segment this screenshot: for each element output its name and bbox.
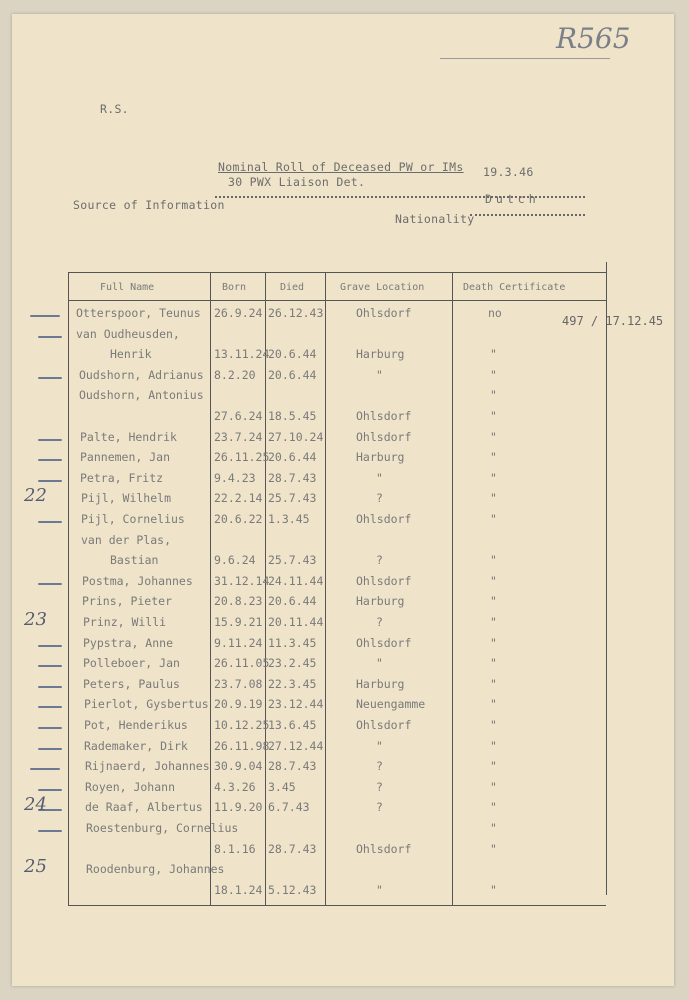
table-cell-grave: ? [376,779,383,794]
table-cell-name: Pijl, Cornelius [81,512,185,526]
table-cell-grave: Ohlsdorf [356,429,412,444]
table-cell-born: 18.1.24 [214,882,263,897]
table-cell-born: 26.11.98 [214,738,270,753]
table-column-rule [265,272,266,905]
table-cell-cert: " [490,573,497,588]
table-cell-name: Royen, Johann [85,779,176,794]
table-cell-died: 25.7.43 [268,491,317,506]
table-cell-died: 25.7.43 [268,553,317,568]
table-header-rule [68,300,606,301]
table-cell-born: 20.6.22 [214,512,263,526]
table-cell-cert: " [490,656,497,671]
table-cell-cert: " [490,470,497,485]
table-column-rule [325,272,326,905]
margin-tick-mark [38,727,62,729]
table-cell-grave: " [376,882,383,897]
table-cell-name: Prinz, Willi [83,615,167,629]
table-cell-died: 28.7.43 [268,841,317,856]
table-cell-cert: " [490,553,497,568]
source-label: Source of Information [73,198,225,212]
table-cell-grave: Ohlsdorf [356,635,412,650]
table-cell-born: 9.4.23 [214,470,256,485]
table-bottom-rule [68,905,606,906]
table-cell-died: 23.12.44 [268,697,324,712]
table-cell-died: 20.6.44 [268,450,317,465]
table-cell-cert: " [490,409,497,423]
table-cell-died: 13.6.45 [268,718,317,732]
table-cell-born: 15.9.21 [214,615,263,629]
table-cell-grave: Ohlsdorf [356,573,412,588]
table-cell-grave: Harburg [356,676,405,691]
table-cell-cert: " [490,697,497,712]
document-date: 19.3.46 [483,165,534,179]
table-cell-cert: " [490,594,497,609]
margin-tick-mark [38,480,62,482]
margin-tick-mark [38,830,62,832]
table-cell-name: Bastian [110,553,159,568]
corner-annotation: R565 [556,22,631,55]
table-cell-died: 6.7.43 [268,800,310,815]
table-cell-cert: " [490,882,497,897]
table-cell-died: 27.12.44 [268,738,324,753]
table-cell-died: 5.12.43 [268,882,317,897]
table-cell-grave: Neuengamme [356,697,426,712]
table-cell-died: 24.11.44 [268,573,324,588]
table-cell-born: 23.7.08 [214,676,263,691]
margin-tick-mark [38,521,62,523]
table-cell-name: Prins, Pieter [82,594,173,609]
table-cell-grave: " [376,470,383,485]
table-cell-died: 1.3.45 [268,512,310,526]
document-subtitle: 30 PWX Liaison Det. [228,175,366,189]
table-cell-cert: " [490,800,497,815]
table-cell-died: 11.3.45 [268,635,317,650]
column-header: Death Certificate [463,282,566,293]
table-cell-name: Palte, Hendrik [80,429,177,444]
table-cell-born: 26.11.05 [214,656,270,671]
table-cell-name: Pijl, Wilhelm [81,491,172,506]
table-cell-grave: " [376,738,383,753]
table-cell-born: 23.7.24 [214,429,263,444]
certificate-annotation: 497 / 17.12.45 [562,314,664,328]
table-cell-born: 8.1.16 [214,841,256,856]
table-cell-died: 22.3.45 [268,676,317,691]
table-cell-name: Henrik [110,347,152,362]
table-cell-died: 28.7.43 [268,759,317,774]
table-cell-grave: Harburg [356,347,405,362]
table-cell-born: 11.9.20 [214,800,263,815]
table-cell-cert: " [490,759,497,774]
table-cell-born: 30.9.04 [214,759,263,774]
table-cell-died: 20.6.44 [268,594,317,609]
table-cell-name: Roodenburg, Johannes [86,862,225,877]
margin-tick-mark [38,583,62,585]
table-cell-name: Polleboer, Jan [83,656,180,671]
table-cell-cert: no [488,306,502,320]
table-cell-grave: Harburg [356,594,405,609]
table-column-rule [210,272,211,905]
table-cell-born: 20.9.19 [214,697,263,712]
table-cell-cert: " [490,429,497,444]
table-cell-grave: Ohlsdorf [356,718,412,732]
table-cell-born: 9.6.24 [214,553,256,568]
table-column-rule [68,272,69,905]
table-cell-name: Rademaker, Dirk [84,738,188,753]
table-cell-born: 9.11.24 [214,635,263,650]
margin-number: 24 [24,794,47,816]
table-cell-name: Otterspoor, Teunus [76,306,201,320]
margin-number: 22 [24,485,47,507]
table-cell-grave: ? [376,491,383,506]
margin-tick-mark [38,336,62,338]
margin-tick-mark [38,748,62,750]
table-cell-name: Roestenburg, Cornelius [86,821,239,835]
table-cell-died: 26.12.43 [268,306,324,320]
table-cell-grave: ? [376,759,383,774]
table-column-rule [606,262,607,895]
table-cell-born: 4.3.26 [214,779,256,794]
table-cell-grave: Harburg [356,450,405,465]
table-cell-cert: " [490,779,497,794]
table-cell-died: 20.11.44 [268,615,324,629]
column-header: Full Name [100,282,155,293]
table-cell-grave: ? [376,800,383,815]
table-cell-name: Oudshorn, Adrianus [79,367,204,382]
table-cell-born: 8.2.20 [214,367,256,382]
initials: R.S. [100,102,129,116]
margin-tick-mark [30,315,60,317]
table-cell-cert: " [490,450,497,465]
table-cell-born: 20.8.23 [214,594,263,609]
column-header: Born [222,282,247,293]
table-cell-name: Pannemen, Jan [80,450,171,465]
table-cell-grave: ? [376,615,383,629]
margin-number: 25 [24,856,47,878]
table-cell-born: 26.11.25 [214,450,270,465]
table-cell-died: 27.10.24 [268,429,324,444]
table-cell-cert: " [490,491,497,506]
margin-tick-mark [38,459,62,461]
margin-tick-mark [30,768,60,770]
table-cell-grave: " [376,367,383,382]
table-cell-cert: " [490,676,497,691]
column-header: Grave Location [340,282,425,293]
table-cell-grave: Ohlsdorf [356,841,412,856]
table-cell-name: Petra, Fritz [80,470,164,485]
table-cell-cert: " [490,615,497,629]
table-cell-cert: " [490,635,497,650]
table-cell-grave: " [376,656,383,671]
margin-tick-mark [38,377,62,379]
table-cell-grave: ? [376,553,383,568]
table-cell-born: 31.12.14 [214,573,270,588]
table-cell-died: 20.6.44 [268,347,317,362]
corner-underline [440,58,610,59]
column-header: Died [280,282,305,293]
margin-tick-mark [38,665,62,667]
table-cell-born: 26.9.24 [214,306,263,320]
margin-tick-mark [38,439,62,441]
table-cell-died: 3.45 [268,779,296,794]
table-cell-born: 27.6.24 [214,409,263,423]
margin-tick-mark [38,645,62,647]
table-cell-cert: " [490,738,497,753]
nationality-value: Dutch [485,192,540,206]
table-cell-born: 13.11.24 [214,347,270,362]
table-cell-name: Peters, Paulus [83,676,180,691]
table-cell-cert: " [490,347,497,362]
document-title: Nominal Roll of Deceased PW or IMs [218,160,464,174]
nationality-dotted-line [470,214,585,216]
table-top-rule [68,272,606,273]
table-cell-died: 20.6.44 [268,367,317,382]
table-cell-cert: " [490,718,497,732]
table-cell-born: 22.2.14 [214,491,263,506]
table-cell-name: van der Plas, [81,532,172,547]
table-cell-died: 23.2.45 [268,656,317,671]
table-cell-grave: Ohlsdorf [356,306,412,320]
table-cell-cert: " [490,841,497,856]
table-cell-cert: " [490,388,497,403]
table-cell-grave: Ohlsdorf [356,512,412,526]
table-cell-name: Postma, Johannes [82,573,193,588]
table-cell-name: Rijnaerd, Johannes [85,759,210,774]
nationality-label: Nationality [395,212,475,226]
table-cell-died: 18.5.45 [268,409,317,423]
table-cell-grave: Ohlsdorf [356,409,412,423]
margin-tick-mark [38,789,62,791]
table-cell-name: Pot, Henderikus [84,718,188,732]
table-cell-name: de Raaf, Albertus [85,800,203,815]
table-cell-died: 28.7.43 [268,470,317,485]
table-column-rule [452,272,453,905]
table-cell-name: Pierlot, Gysbertus [84,697,209,712]
margin-tick-mark [38,686,62,688]
table-cell-name: Oudshorn, Antonius [79,388,204,403]
table-cell-cert: " [490,367,497,382]
table-cell-born: 10.12.25 [214,718,270,732]
table-cell-name: van Oudheusden, [76,326,180,341]
margin-number: 23 [24,609,47,630]
table-cell-name: Pypstra, Anne [83,635,174,650]
table-cell-cert: " [490,821,497,835]
table-cell-cert: " [490,512,497,526]
